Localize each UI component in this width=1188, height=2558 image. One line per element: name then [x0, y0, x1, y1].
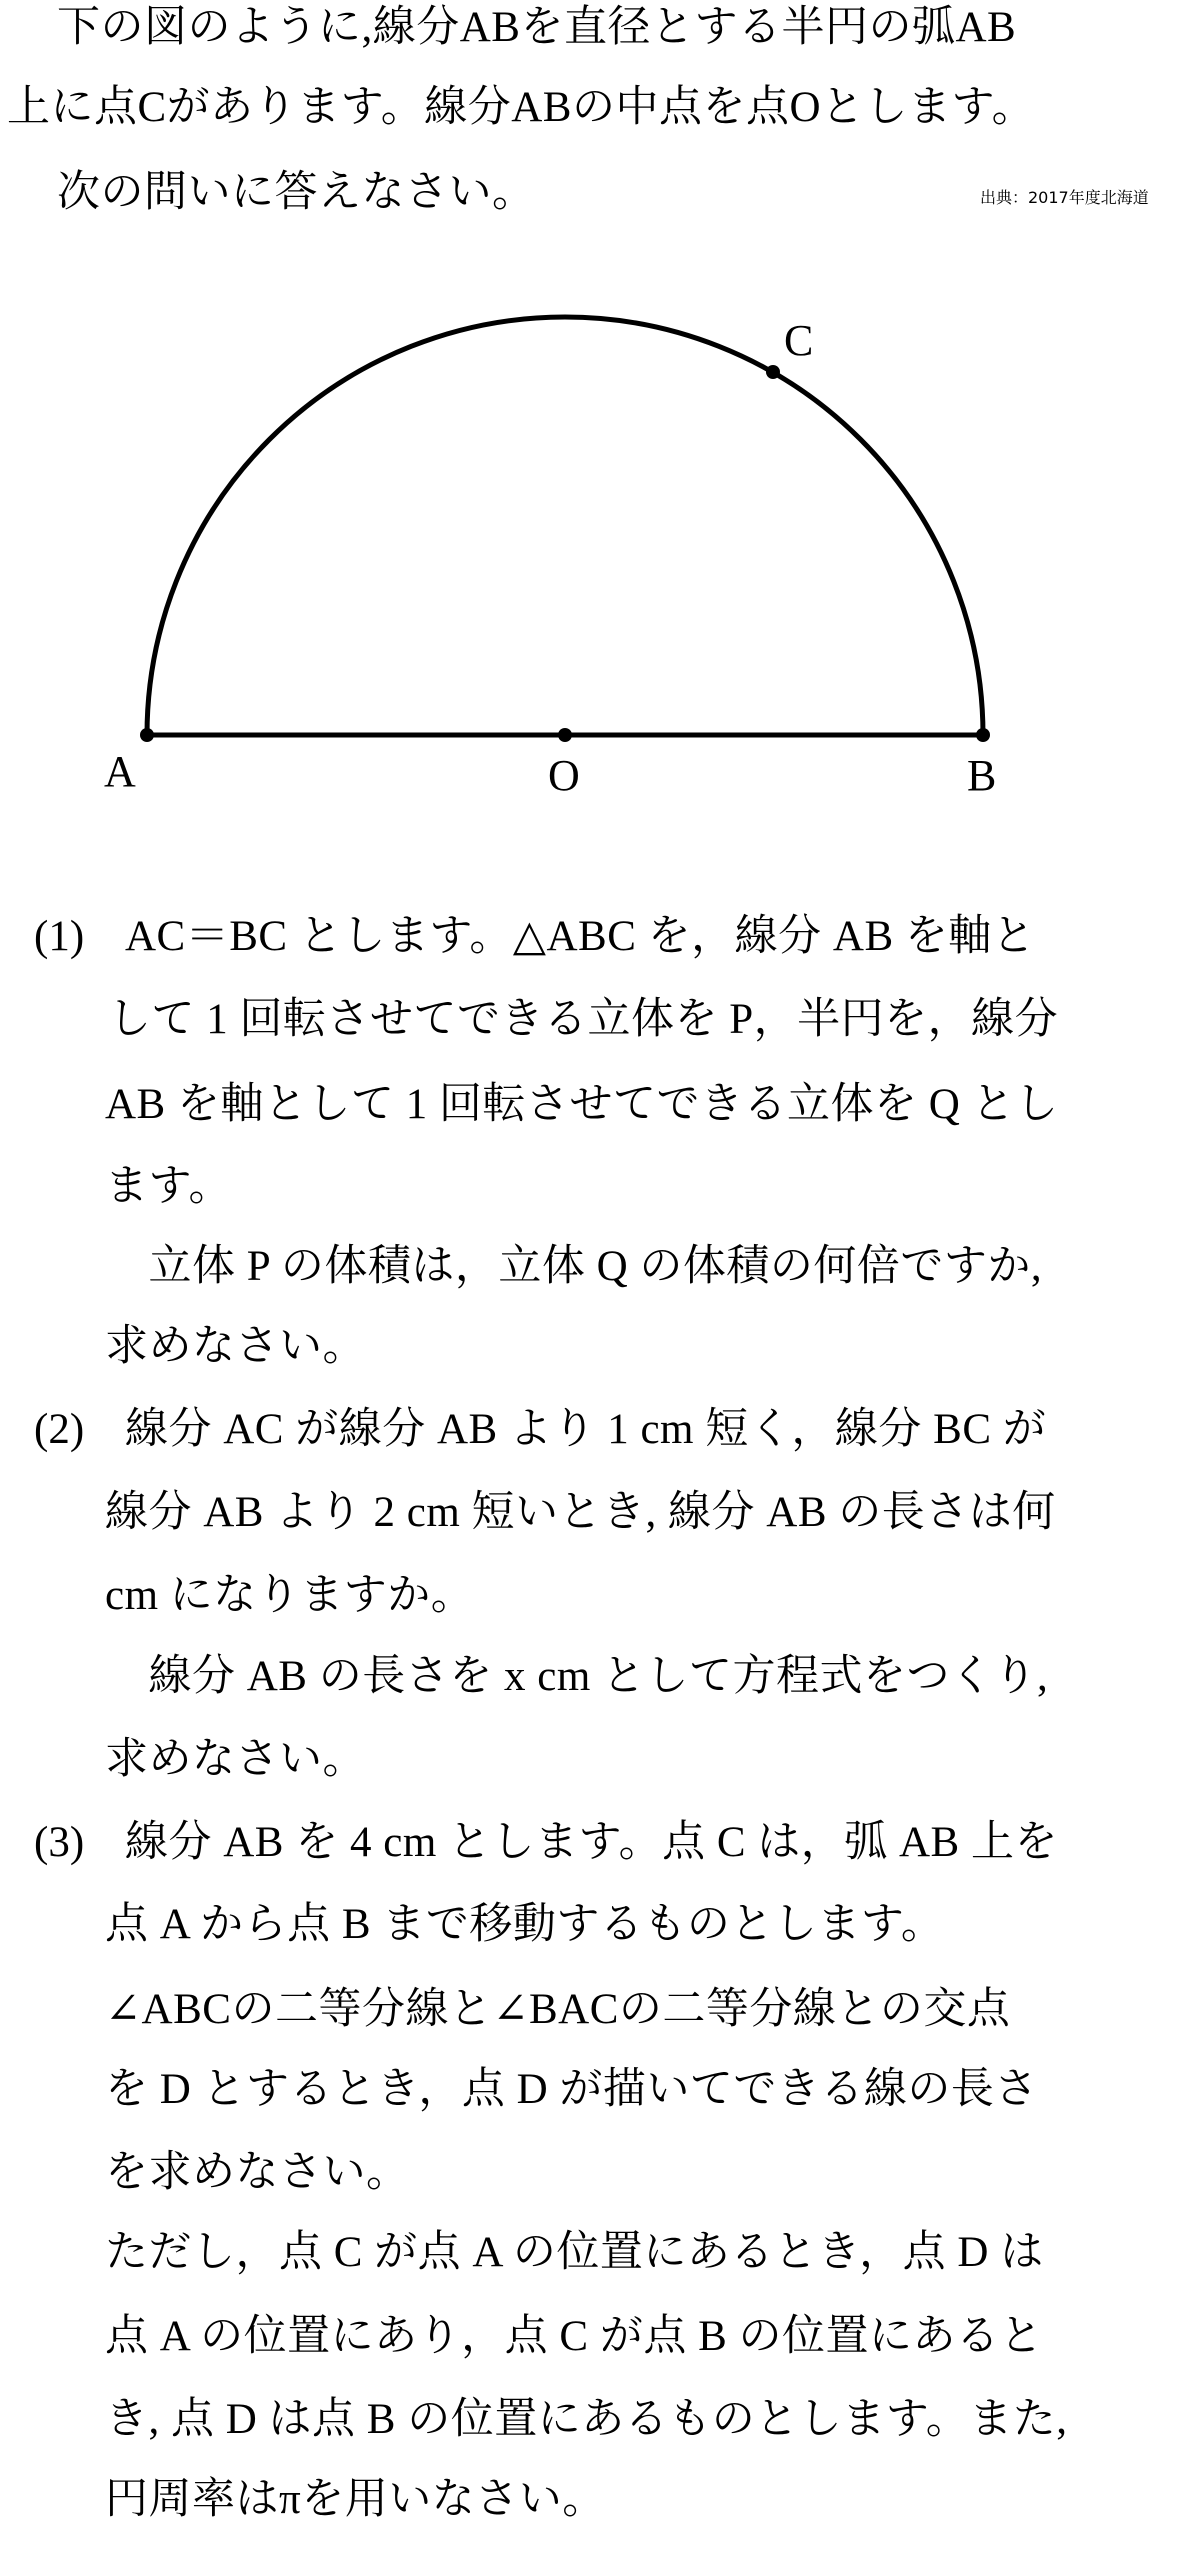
question-line: 求めなさい。 — [105, 1323, 366, 1370]
question-line: 点 A の位置にあり，点 C が点 B の位置にあると — [105, 2313, 1044, 2360]
question-line: して 1 回転させてできる立体を P，半円を，線分 — [108, 996, 1059, 1043]
point-b-dot — [976, 728, 990, 742]
question-number: (3) — [34, 1819, 85, 1866]
question-number: (1) — [34, 913, 85, 960]
question-line: AC＝BC とします。△ABC を，線分 AB を軸と — [125, 913, 1036, 960]
point-c-dot — [766, 365, 780, 379]
question-line: き, 点 D は点 B の位置にあるものとします。また, — [105, 2396, 1068, 2443]
question-line: ます。 — [105, 1163, 233, 1210]
question-line: ただし，点 C が点 A の位置にあるとき，点 D は — [105, 2229, 1044, 2276]
question-line: 線分 AC が線分 AB より 1 cm 短く，線分 BC が — [125, 1406, 1047, 1453]
question-line: 線分 AB より 2 cm 短いとき, 線分 AB の長さは何 — [105, 1489, 1056, 1536]
intro-line-2: 上に点Cがあります。線分ABの中点を点Oとします。 — [7, 84, 1036, 131]
question-line: 点 A から点 B まで移動するものとします。 — [105, 1901, 945, 1948]
arc-ab — [147, 317, 983, 735]
question-line: を求めなさい。 — [105, 2149, 410, 2196]
intro-line-1: 下の図のように,線分ABを直径とする半円の弧AB — [57, 4, 1017, 51]
question-line: を D とするとき，点 D が描いてできる線の長さ — [105, 2066, 1038, 2113]
label-o: O — [548, 751, 580, 800]
label-c: C — [784, 316, 814, 365]
question-number: (2) — [34, 1406, 85, 1453]
intro-line-3: 次の問いに答えなさい。 — [57, 169, 536, 216]
question-line: 線分 AB を 4 cm とします。点 C は，弧 AB 上を — [125, 1819, 1058, 1866]
question-line: AB を軸として 1 回転させてできる立体を Q とし — [105, 1081, 1059, 1128]
question-line: cm になりますか。 — [105, 1572, 475, 1619]
semicircle-diagram — [0, 0, 1188, 880]
question-line: 円周率はπを用いなさい。 — [105, 2476, 606, 2523]
source-citation: 出典：2017年度北海道 — [980, 188, 1149, 207]
question-line: 線分 AB の長さを x cm として方程式をつくり, — [105, 1653, 1049, 1700]
question-line: 立体 P の体積は，立体 Q の体積の何倍ですか, — [105, 1243, 1043, 1290]
label-a: A — [104, 747, 136, 796]
point-a-dot — [140, 728, 154, 742]
question-line: ∠ABCの二等分線と∠BACの二等分線との交点 — [105, 1986, 1011, 2033]
point-o-dot — [558, 728, 572, 742]
question-line: 求めなさい。 — [105, 1736, 366, 1783]
label-b: B — [967, 751, 997, 800]
